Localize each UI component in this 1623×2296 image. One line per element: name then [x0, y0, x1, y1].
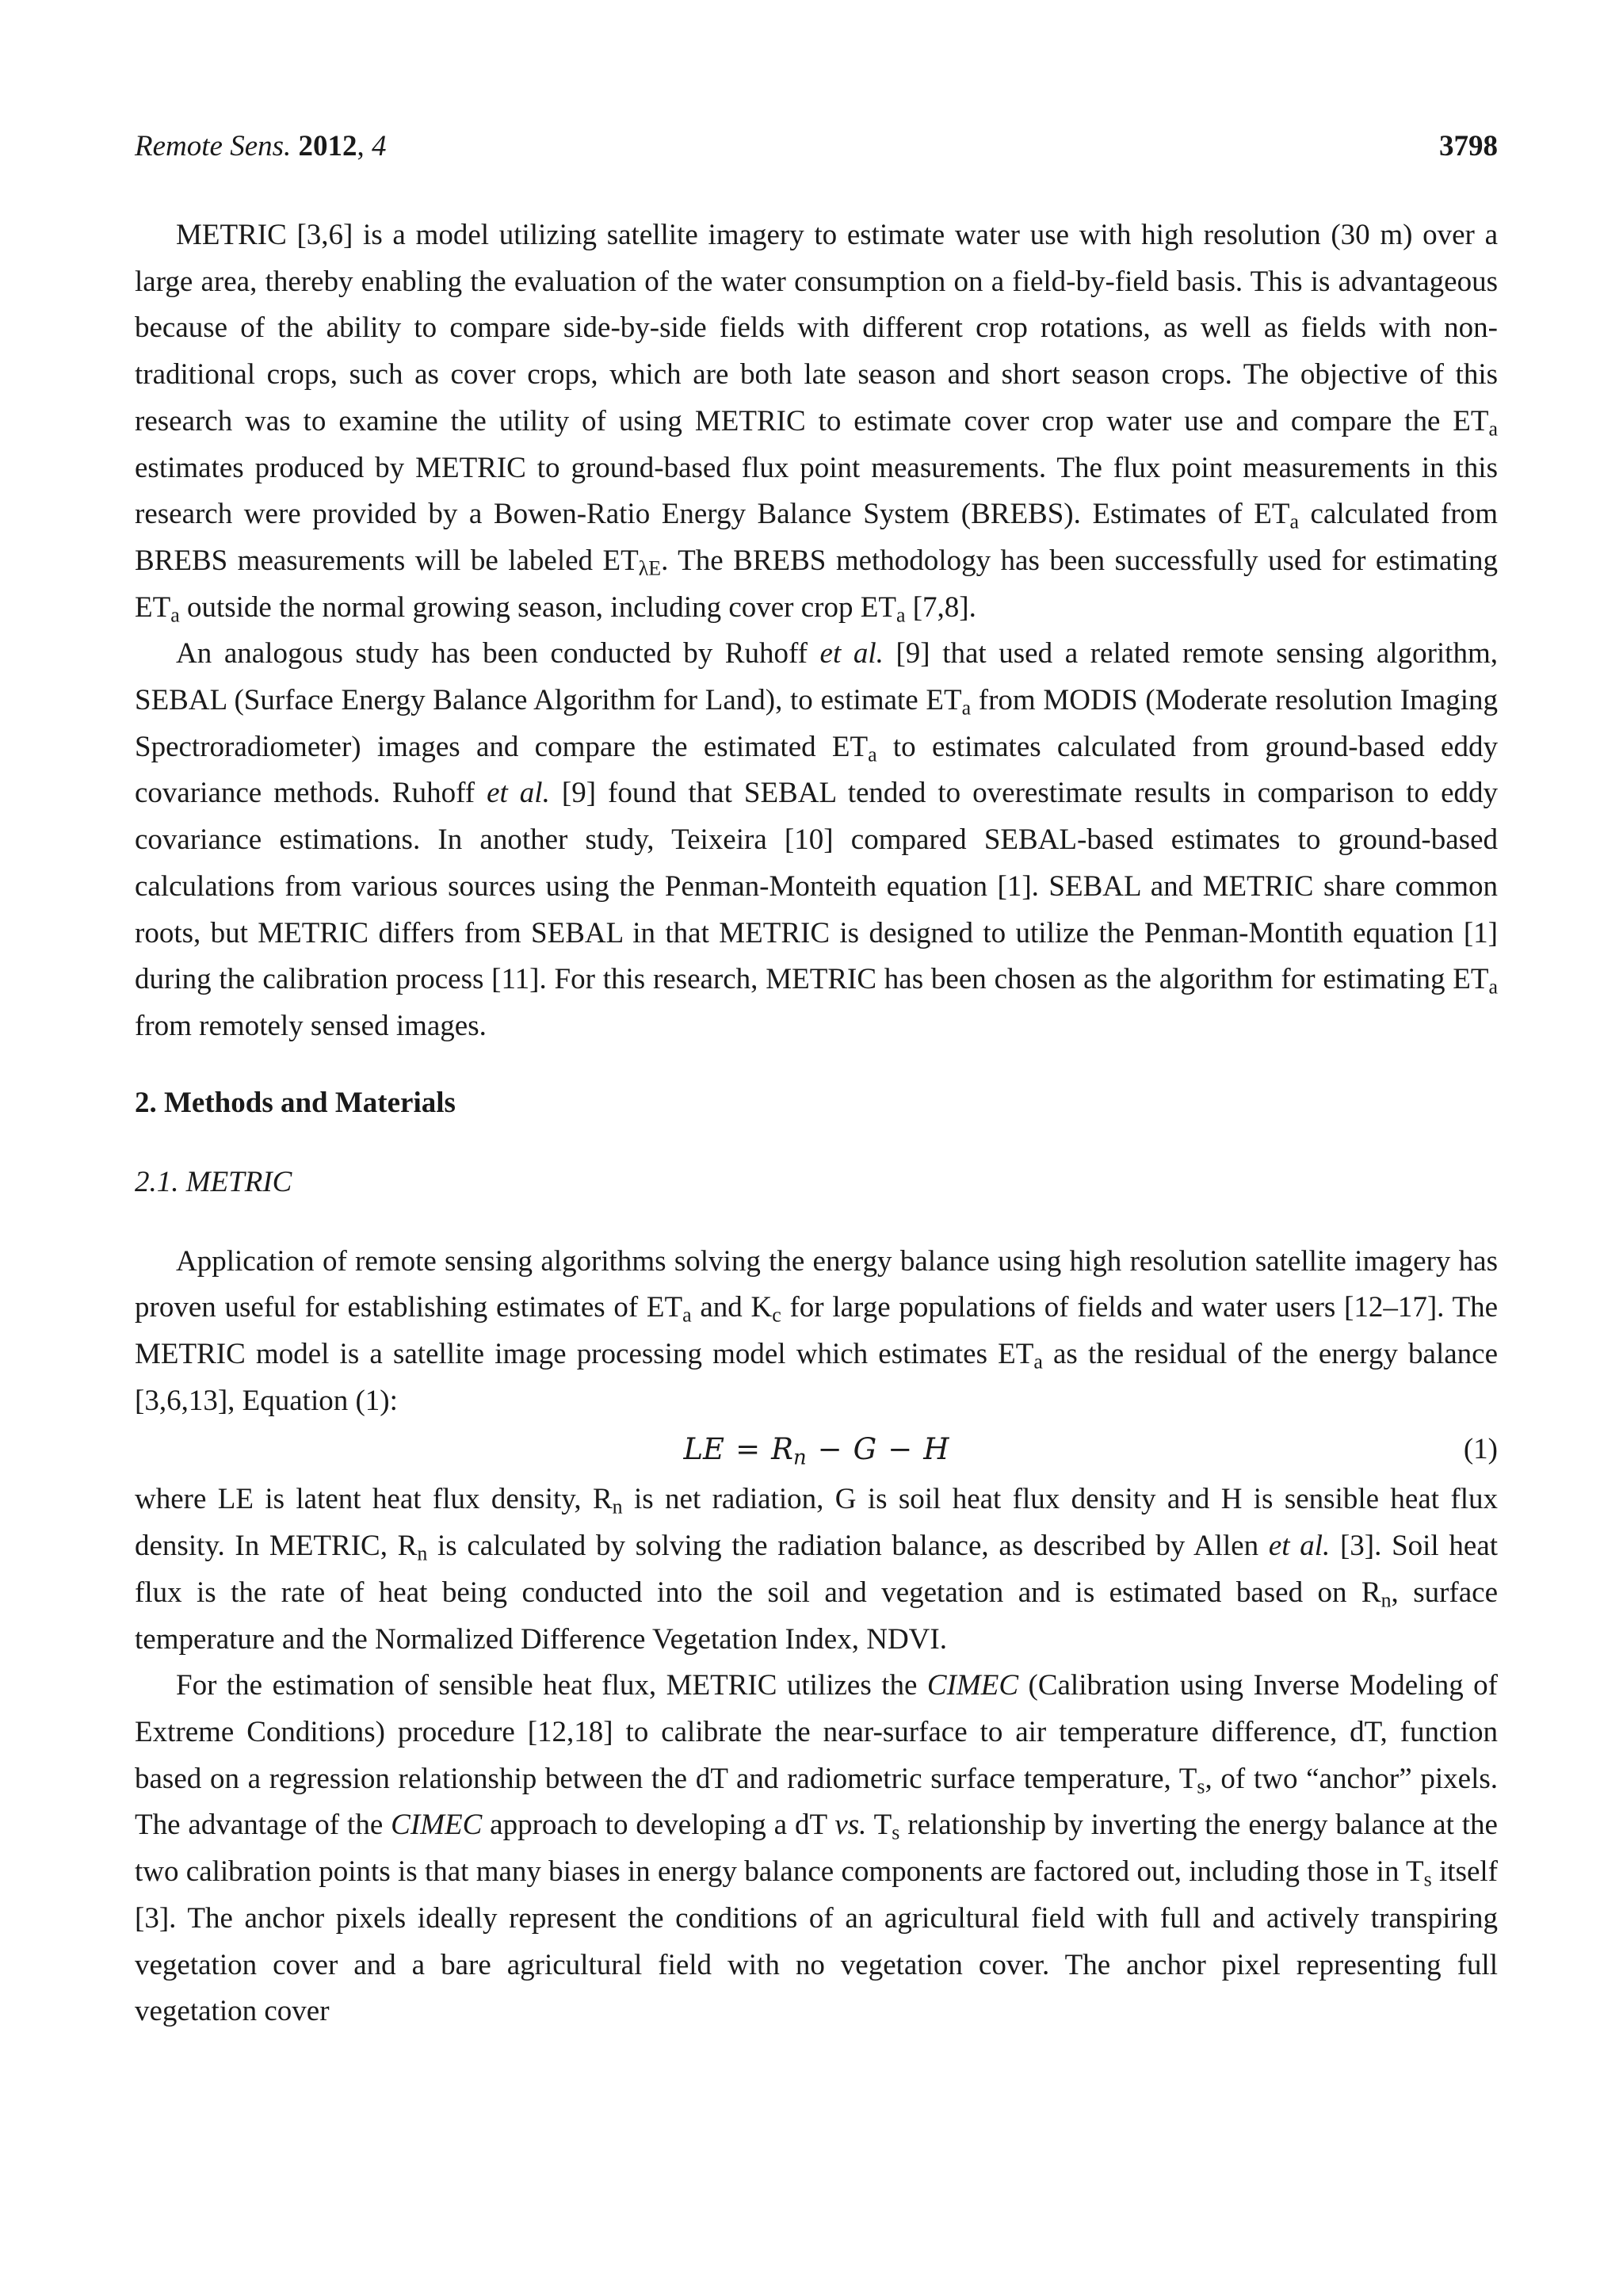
paragraph-analogous-study: An analogous study has been conducted by Ruhoff et al. [9] that used a related remote sensing algorithm, SEBAL (Surface Energy Balance Algorithm for Land), to estimate $ET_a$ from MODIS (Moderate resolution Imaging Spectroradiometer) images and compare the estimated $ET_a$ to estimates calculated from ground-based eddy covariance methods. Ruhoff et al. [9] found that SEBAL tended to overestimate results in comparison to eddy covariance estimations. In another study, Teixeira [10] compared SEBAL-based estimates to ground-based calculations from various sources using the Penman-Monteith equation [1]. SEBAL and METRIC share common roots, but METRIC differs from SEBAL in that METRIC is designed to utilize the Penman-Montith equation [1] during the calibration process [11]. For this research, METRIC has been chosen as the algorithm for estimating $ET_a$ from remotely sensed images.: [135, 637, 1499, 1042]
equation-formula: LE = $R_n - G - H$: [683, 1432, 949, 1470]
paragraph-metric-intro: METRIC [3,6] is a model utilizing satellite imagery to estimate water use with high resolution (30 m) over a large area, thereby enabling the evaluation of the water consumption on a field-by-field basis. This is advantageous because of the ability to compare side-by-side fields with different crop rotations, as well as fields with non-traditional crops, such as cover crops, which are both late season and short season crops. The objective of this research was to examine the utility of using METRIC to estimate cover crop water use and compare the $ET_a$ estimates produced by METRIC to ground-based flux point measurements. The flux point measurements in this research were provided by a Bowen-Ratio Energy Balance System (BREBS). Estimates of $ET_a$ calculated from BREBS measurements will be labeled $ET_{\lambda E}$. The BREBS methodology has been successfully used for estimating $ET_a$ outside the normal growing season, including cover crop $ET_a$ [7,8].: [135, 219, 1499, 627]
journal-citation: [135, 127, 387, 166]
equation-number: (1): [1463, 1433, 1498, 1466]
page-number: 3798: [1439, 130, 1498, 162]
journal-volume: 4: [372, 130, 387, 162]
journal-name: Remote Sens.: [135, 130, 292, 162]
equation-1: [135, 1426, 1498, 1473]
section-heading-methods: 2. Methods and Materials: [135, 1086, 456, 1119]
running-header: [135, 127, 1498, 166]
paragraph-sensible-heat: For the estimation of sensible heat flux, METRIC utilizes the CIMEC (Calibration using Inverse Modeling of Extreme Conditions) procedure [12,18] to calibrate the near-surface to air temperature difference, dT, function based on a regression relationship between the dT and radiometric surface temperature, $T_s$, of two “anchor” pixels. The advantage of the CIMEC approach to developing a dT vs. $T_s$ relationship by inverting the energy balance at the two calibration points is that many biases in energy balance components are factored out, including those in $T_s$ itself [3]. The anchor pixels ideally represent the conditions of an agricultural field with full and actively transpiring vegetation cover and a bare agricultural field with no vegetation cover. The anchor pixel representing full vegetation cover: [135, 1669, 1498, 2028]
journal-year: 2012: [298, 130, 357, 162]
body-text: [135, 212, 1498, 2035]
paragraph-where-le: where LE is latent heat flux density, $R_n$ is net radiation, G is soil heat flux density and H is sensible heat flux density. In METRIC, $R_n$ is calculated by solving the radiation balance, as described by Allen et al. [3]. Soil heat flux is the rate of heat being conducted into the soil and vegetation and is estimated based on $R_n$, surface temperature and the Normalized Difference Vegetation Index, NDVI.: [135, 1483, 1499, 1656]
citation-separator: ,: [357, 130, 372, 162]
subsection-heading-metric: 2.1. METRIC: [135, 1165, 292, 1198]
paragraph-remote-sensing: Application of remote sensing algorithms solving the energy balance using high resolution satellite imagery has proven useful for establishing estimates of $ET_a$ and $K_c$ for large populations of fields and water users [12–17]. The METRIC model is a satellite image processing model which estimates $ET_a$ as the residual of the energy balance [3,6,13], Equation (1):: [135, 1244, 1498, 1417]
